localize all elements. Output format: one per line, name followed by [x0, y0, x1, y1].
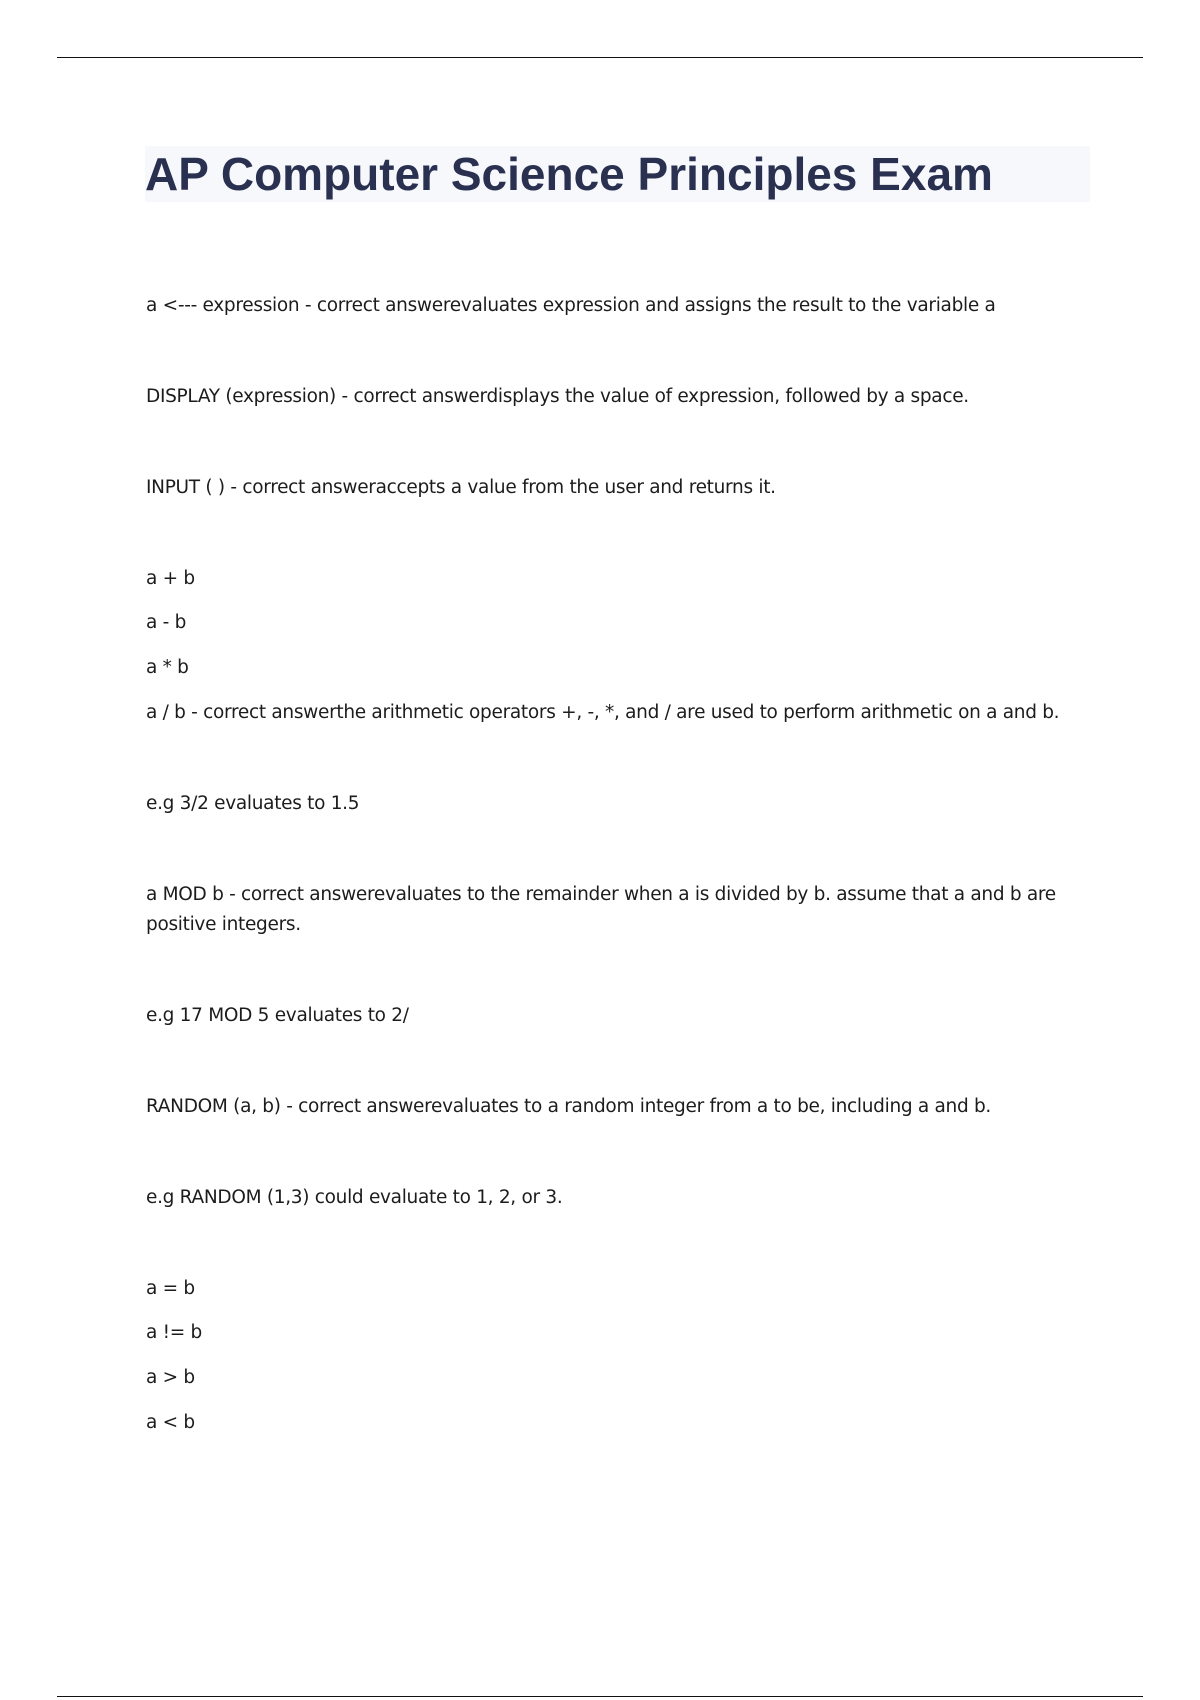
page-title: AP Computer Science Principles Exam [145, 148, 993, 200]
text-line-divide-example: e.g 3/2 evaluates to 1.5 [146, 793, 360, 814]
text-line-not-equal: a != b [146, 1322, 202, 1343]
text-line-random: RANDOM (a, b) - correct answerevaluates to a random integer from a to be, including a and b. [146, 1096, 992, 1117]
text-line-greater: a > b [146, 1367, 195, 1388]
text-line-subtract: a - b [146, 612, 187, 633]
top-divider [57, 57, 1143, 58]
text-line-multiply: a * b [146, 657, 189, 678]
text-line-assignment: a <--- expression - correct answerevaluates expression and assigns the result to the variable a [146, 295, 996, 316]
text-line-input: INPUT ( ) - correct answeraccepts a value from the user and returns it. [146, 477, 776, 498]
text-line-add: a + b [146, 568, 195, 589]
text-line-less: a < b [146, 1412, 195, 1433]
bottom-divider [57, 1696, 1143, 1697]
text-line-mod-example: e.g 17 MOD 5 evaluates to 2/ [146, 1005, 409, 1026]
text-line-display: DISPLAY (expression) - correct answerdisplays the value of expression, followed by a space. [146, 386, 969, 407]
text-line-random-example: e.g RANDOM (1,3) could evaluate to 1, 2, or 3. [146, 1187, 563, 1208]
text-line-mod: a MOD b - correct answerevaluates to the remainder when a is divided by b. assume that a and b are positive integers. [146, 884, 1056, 935]
text-line-divide: a / b - correct answerthe arithmetic operators +, -, *, and / are used to perform arithmetic on a and b. [146, 702, 1060, 723]
text-line-equal: a = b [146, 1278, 195, 1299]
